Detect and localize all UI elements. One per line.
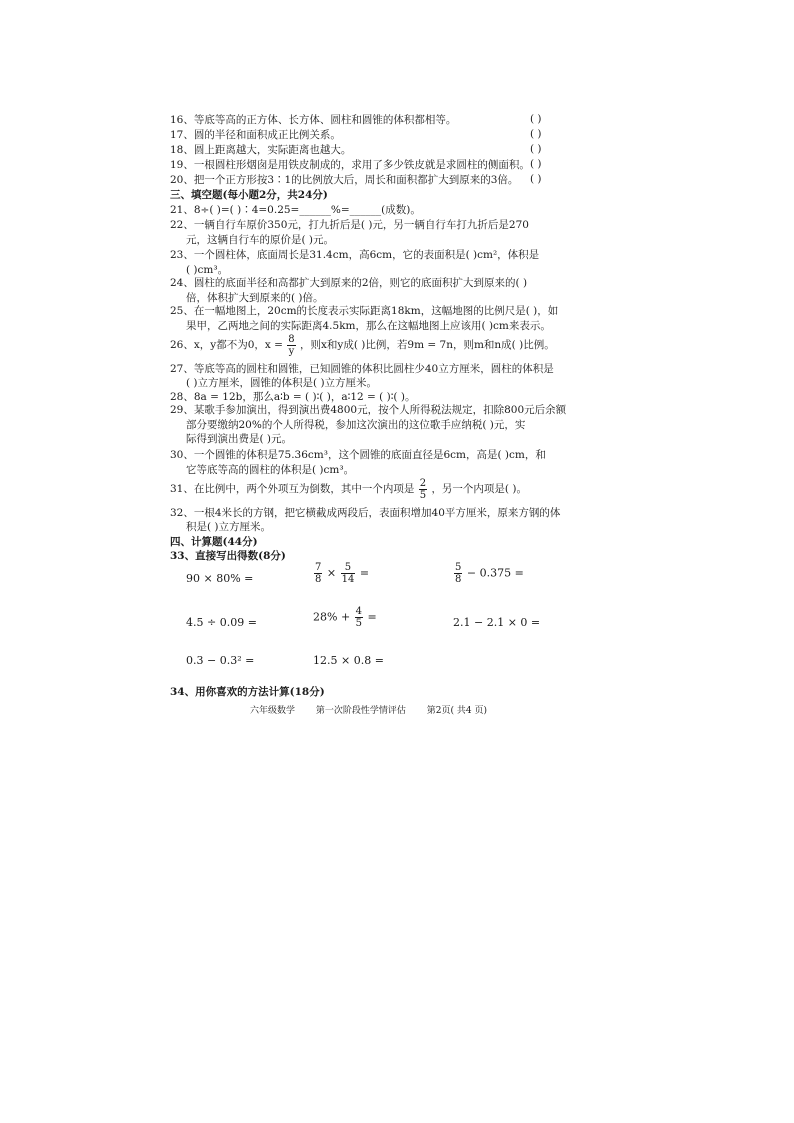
question-19: 19、一根圆柱形烟囱是用铁皮制成的，求用了多少铁皮就是求圆柱的侧面积。	[170, 159, 530, 171]
question-24-line1: 24、圆柱的底面半径和高都扩大到原来的2倍，则它的底面积扩大到原来的( )	[170, 277, 528, 289]
fraction-8-over-y	[287, 334, 295, 357]
question-30-line2: 它等底等高的圆柱的体积是( )cm³。	[186, 464, 355, 476]
footer-grade: 六年级数学	[250, 706, 296, 716]
fraction-7-over-8	[314, 562, 322, 585]
calc-item-2	[313, 562, 369, 585]
question-31-suffix: ，另一个内项是( )。	[431, 483, 527, 495]
question-16: 16、等底等高的正方体、长方体、圆柱和圆锥的体积都相等。	[170, 114, 457, 126]
question-18: 18、圆上距离越大，实际距离也越大。	[170, 144, 352, 156]
fraction-numerator: 8	[288, 333, 295, 345]
question-29-line3: 际得到演出费是( )元。	[186, 433, 293, 445]
question-24-line2: 倍，体积扩大到原来的( )倍。	[186, 292, 324, 304]
calc-item-4: 4.5 ÷ 0.09 =	[186, 616, 257, 629]
section-heading-calc: 四、计算题(44分)	[170, 536, 258, 548]
calc-item-5	[313, 606, 377, 629]
page-footer	[250, 703, 505, 716]
question-28: 28、8a = 12b，那么a∶b = ( )∶( )，a∶12 = ( )∶( )。	[170, 391, 416, 403]
answer-blank-19[interactable]: ( )	[530, 158, 542, 170]
fraction-numerator: 2	[419, 477, 427, 489]
calc-item-3-rest: − 0.375 =	[466, 566, 524, 580]
question-21: 21、8÷( )=( )∶4=0.25=______%=______(成数)。	[170, 204, 421, 216]
answer-blank-20[interactable]: ( )	[530, 173, 542, 185]
answer-blank-16[interactable]: ( )	[530, 113, 542, 125]
fraction-denominator: 5	[419, 489, 427, 501]
fraction-5-over-8	[454, 562, 462, 585]
question-31-prefix: 31、在比例中，两个外项互为倒数，其中一个内项是	[170, 483, 415, 495]
footer-page-number: 第2页( 共4 页)	[426, 706, 487, 716]
question-25-line2: 果甲，乙两地之间的实际距离4.5km，那么在这幅地图上应该用( )cm来表示。	[186, 320, 551, 332]
answer-blank-17[interactable]: ( )	[530, 128, 542, 140]
question-27-line2: ( )立方厘米，圆锥的体积是( )立方厘米。	[186, 377, 378, 389]
fraction-denominator: 8	[315, 574, 322, 585]
question-32-line1: 32、一根4米长的方钢，把它横截成两段后，表面积增加40平方厘米，原来方钢的体	[170, 507, 561, 519]
section-heading-fill: 三、填空题(每小题2分，共24分)	[170, 189, 328, 201]
question-23-line1: 23、一个圆柱体，底面周长是31.4cm，高6cm，它的表面积是( )cm²，体积是	[170, 249, 540, 261]
question-26	[170, 333, 555, 357]
fraction-2-over-5	[419, 478, 427, 501]
fraction-numerator: 5	[455, 562, 462, 573]
question-20: 20、把一个正方形按3∶1的比例放大后，周长和面积都扩大到原来的3倍。	[170, 174, 519, 186]
calc-item-8: 12.5 × 0.8 =	[313, 654, 384, 667]
question-33-heading: 33、直接写出得数(8分)	[170, 550, 286, 562]
fraction-denominator: 8	[455, 574, 462, 585]
footer-exam-name: 第一次阶段性学情评估	[315, 706, 406, 716]
multiply-sign: ×	[326, 566, 337, 580]
fraction-denominator: y	[288, 345, 295, 357]
fraction-5-over-14	[341, 562, 356, 585]
question-23-line2: ( )cm³。	[186, 264, 229, 276]
calc-item-3	[453, 562, 524, 585]
question-31	[170, 477, 527, 501]
question-22-line2: 元，这辆自行车的原价是( )元。	[186, 234, 335, 246]
question-30-line1: 30、一个圆锥的体积是75.36cm³，这个圆锥的底面直径是6cm，高是( )cm，和	[170, 449, 546, 461]
calc-item-5-prefix: 28% +	[313, 610, 351, 624]
fraction-4-over-5	[355, 606, 363, 629]
question-25-line1: 25、在一幅地图上，20cm的长度表示实际距离18km，这幅地图的比例尺是( )，如	[170, 305, 559, 317]
question-29-line2: 部分要缴纳20%的个人所得税，参加这次演出的这位歌手应纳税( )元，实	[186, 419, 526, 431]
question-29-line1: 29、某歌手参加演出，得到演出费4800元，按个人所得税法规定，扣除800元后余额	[170, 404, 567, 416]
question-27-line1: 27、等底等高的圆柱和圆锥，已知圆锥的体积比圆柱少40立方厘米，圆柱的体积是	[170, 363, 554, 375]
calc-item-1: 90 × 80% =	[186, 572, 254, 585]
calc-item-7: 0.3 − 0.3² =	[186, 654, 255, 667]
fraction-denominator: 5	[355, 618, 363, 629]
fraction-numerator: 7	[315, 562, 322, 573]
question-22-line1: 22、一辆自行车原价350元，打九折后是( )元，另一辆自行车打九折后是270	[170, 219, 529, 231]
question-26-prefix: 26、x，y都不为0，x =	[170, 339, 283, 351]
calc-item-6: 2.1 − 2.1 × 0 =	[453, 616, 541, 629]
question-26-suffix: ，则x和y成( )比例，若9m = 7n，则m和n成( )比例。	[300, 339, 555, 351]
fraction-numerator: 5	[341, 562, 356, 574]
question-17: 17、圆的半径和面积成正比例关系。	[170, 129, 341, 141]
equals-sign: =	[367, 610, 377, 624]
question-32-line2: 积是( )立方厘米。	[186, 521, 272, 533]
question-34-heading: 34、用你喜欢的方法计算(18分)	[170, 686, 325, 698]
equals-sign: =	[359, 566, 370, 580]
answer-blank-18[interactable]: ( )	[530, 143, 542, 155]
fraction-denominator: 14	[341, 574, 355, 585]
fraction-numerator: 4	[355, 606, 363, 617]
